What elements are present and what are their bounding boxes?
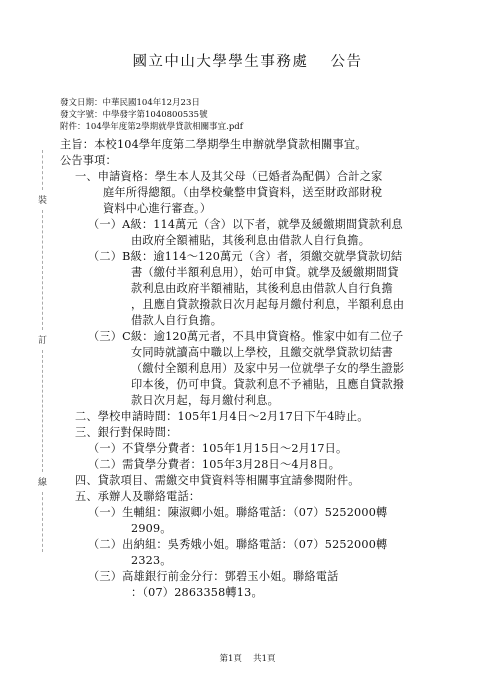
level-c-line: 女同時就讀高中職以上學校，且繳交就學貸款切結書 <box>131 346 393 359</box>
contact-line: （一）生輔組：陳淑卿小姐。聯絡電話：（07）5252000轉 <box>88 506 388 519</box>
contact-line: ：（07）2863358轉13。 <box>131 586 263 599</box>
section-4-line: 四、貸款項目、需繳交申貸資料等相關事宜請參閱附件。 <box>75 474 360 487</box>
notice-heading: 公告事項： <box>60 154 117 167</box>
level-c-line: 印本後，仍可申貸。貸款利息不予補貼，且應自貸款撥 <box>131 378 405 391</box>
binding-line <box>42 350 43 472</box>
section-2-line: 二、學校申請時間：105年1月4日～2月17日下午4時止。 <box>75 410 369 423</box>
contact-line: 2323。 <box>131 554 172 567</box>
level-b-line: （二）B級：逾114～120萬元（含）者，須繳交就學貸款切結 <box>88 250 403 263</box>
section-1-line: 資料中心進行審查。） <box>103 202 212 215</box>
section-3-item: （一）不貸學分費者：105年1月15日～2月17日。 <box>88 442 348 455</box>
section-3-line: 三、銀行對保時間： <box>75 426 178 439</box>
contact-line: 2909。 <box>131 522 172 535</box>
issue-date: 發文日期：中華民國104年12月23日 <box>60 98 200 108</box>
level-c-line: （三）C級：逾120萬元者，不具申貸資格。惟家中如有二位子 <box>88 330 404 343</box>
level-a-line: （一）A級：114萬元（含）以下者，就學及緩繳期間貸款利息 <box>88 218 403 231</box>
contact-line: （二）出納組：吳秀娥小姐。聯絡電話：（07）5252000轉 <box>88 538 388 551</box>
section-5-line: 五、承辦人及聯絡電話： <box>75 490 201 503</box>
binding-line <box>42 210 43 330</box>
level-c-line: 款日次月起，每月繳付利息。 <box>131 394 280 407</box>
binding-mark-ding: 訂 <box>38 336 48 346</box>
section-3-item: （二）需貸學分費者：105年3月28日～4月8日。 <box>88 458 341 471</box>
subject-line: 主旨：本校104學年度第二學期學生申辦就學貸款相關事宜。 <box>60 138 367 151</box>
page-number: 第1頁 共1頁 <box>219 654 276 664</box>
level-a-line: 由政府全額補貼，其後利息由借款人自行負擔。 <box>131 234 371 247</box>
contact-line: （三）高雄銀行前金分行：鄧碧玉小姐。聯絡電話 <box>88 570 339 583</box>
section-1-line: 庭年所得總額。（由學校彙整申貸資料，送至財政部財稅 <box>103 186 383 199</box>
level-b-line: 款利息由政府半額補貼，其後利息由借款人自行負擔 <box>131 282 393 295</box>
binding-mark-xian: 線 <box>38 478 48 488</box>
level-b-line: 書（繳付半額利息用），始可申貸。就學及緩繳期間貸 <box>131 266 399 279</box>
binding-mark-zhuang: 裝 <box>38 196 48 206</box>
document-number: 發文字號：中學發字第1040800535號 <box>60 110 208 120</box>
document-title: 國立中山大學學生事務處 公告 <box>132 54 363 70</box>
section-1-line: 一、申請資格：學生本人及其父母（已婚者為配偶）合計之家 <box>75 170 383 183</box>
binding-line <box>42 150 43 190</box>
binding-line <box>42 492 43 552</box>
attachment-link[interactable]: 附件：104學年度第2學期就學貸款相關事宜.pdf <box>60 122 243 132</box>
level-c-line: （繳付全額利息用）及家中另一位就學子女的學生證影 <box>131 362 405 375</box>
level-b-line: 借款人自行負擔。 <box>131 314 223 327</box>
level-b-line: ，且應自貸款撥款日次月起每月繳付利息，半額利息由 <box>131 298 405 311</box>
